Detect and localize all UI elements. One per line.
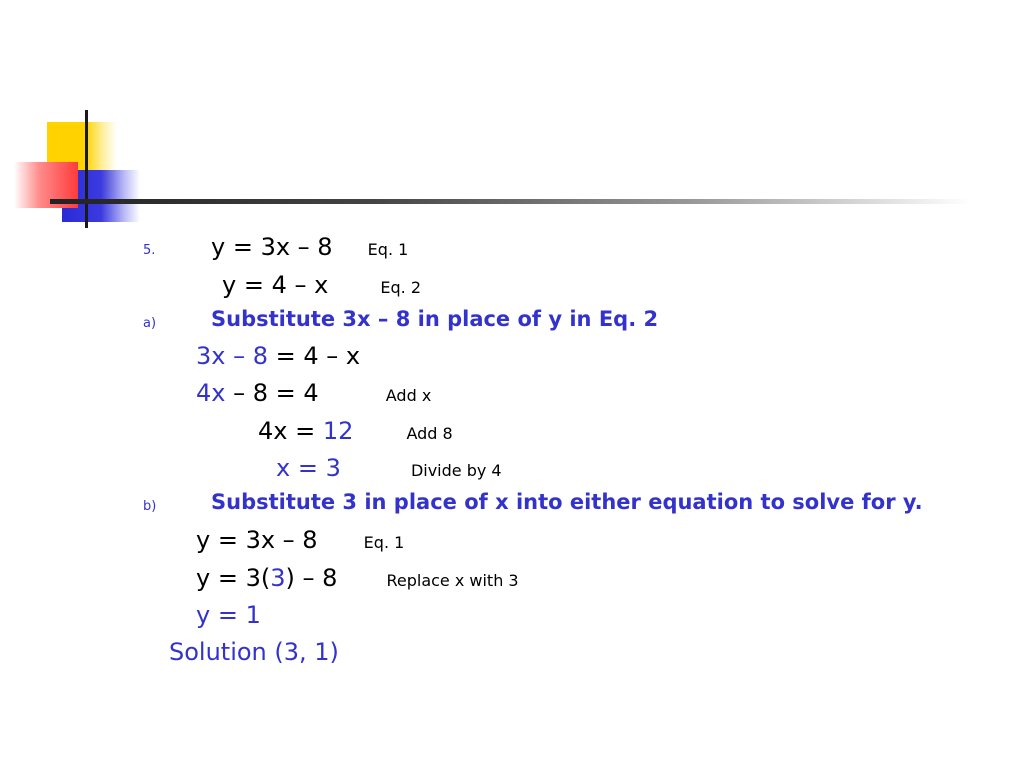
equation-2: y = 4 – x bbox=[222, 271, 329, 299]
list-marker-5: 5. bbox=[143, 243, 156, 258]
step-5-note: Eq. 1 bbox=[363, 533, 405, 552]
part-b-heading-line bbox=[211, 492, 923, 513]
horizontal-rule bbox=[50, 199, 970, 204]
list-marker-b: b) bbox=[143, 499, 157, 514]
solution-line bbox=[169, 640, 339, 664]
step-7-text: y = 1 bbox=[196, 601, 261, 629]
equation-1-note: Eq. 1 bbox=[367, 240, 409, 259]
step-4-text: x = 3 bbox=[276, 454, 341, 482]
step-2-part-2: – 8 = 4 bbox=[225, 379, 319, 407]
equation-2-note: Eq. 2 bbox=[380, 278, 422, 297]
step-6-note: Replace x with 3 bbox=[386, 571, 519, 590]
step-1-part-1: 3x bbox=[196, 342, 226, 370]
step-2-part-1: 4x bbox=[196, 379, 226, 407]
solution-text: Solution (3, 1) bbox=[169, 638, 339, 666]
step-2-line bbox=[196, 381, 431, 405]
step-1-part-3: = 4 – x bbox=[268, 342, 361, 370]
step-1-part-2: – 8 bbox=[225, 342, 269, 370]
step-5-line bbox=[196, 528, 404, 552]
step-6-line bbox=[196, 566, 519, 590]
vertical-rule bbox=[85, 110, 88, 228]
step-4-note: Divide by 4 bbox=[410, 461, 502, 480]
list-marker-a: a) bbox=[143, 316, 157, 331]
step-6-part-2: 3 bbox=[270, 564, 286, 592]
step-7-line bbox=[196, 603, 261, 627]
step-6-part-1: y = 3( bbox=[196, 564, 271, 592]
part-a-heading: Substitute 3x – 8 in place of y in Eq. 2 bbox=[211, 307, 659, 331]
part-a-heading-line bbox=[211, 309, 658, 330]
step-2-note: Add x bbox=[385, 386, 432, 405]
step-5-text: y = 3x – 8 bbox=[196, 526, 318, 554]
step-4-line bbox=[276, 456, 502, 480]
step-3-line bbox=[258, 419, 453, 443]
step-3-part-1: 4x = bbox=[258, 417, 323, 445]
step-6-part-3: ) – 8 bbox=[285, 564, 338, 592]
step-3-note: Add 8 bbox=[406, 424, 453, 443]
equation-1-line bbox=[211, 235, 408, 259]
step-1-line bbox=[196, 344, 360, 368]
equation-2-line bbox=[222, 273, 421, 297]
step-3-part-2: 12 bbox=[322, 417, 354, 445]
equation-1: y = 3x – 8 bbox=[211, 233, 333, 261]
part-b-heading: Substitute 3 in place of x into either equation to solve for y. bbox=[211, 490, 923, 514]
